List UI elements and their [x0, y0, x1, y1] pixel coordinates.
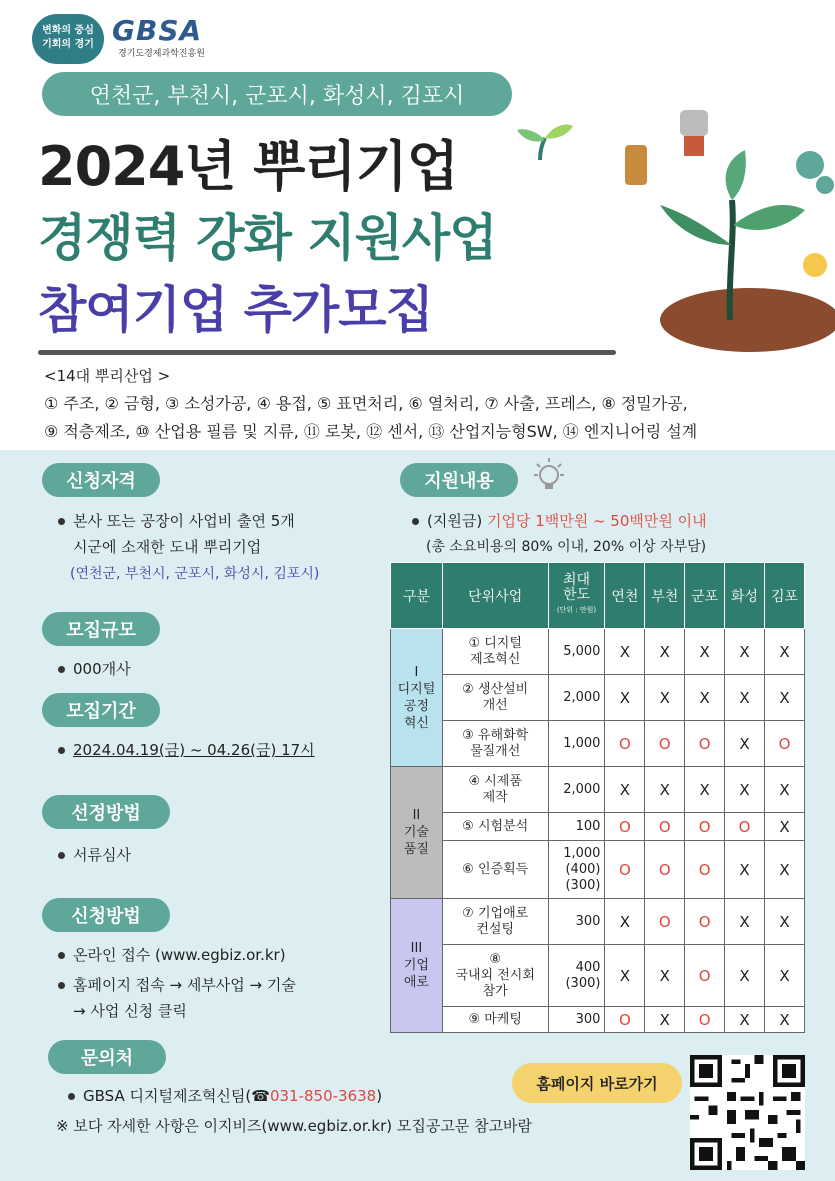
eligibility-mark: O: [645, 841, 685, 899]
bullet-dot: [68, 1093, 75, 1100]
eligibility-mark: X: [725, 767, 765, 813]
eligibility-mark: O: [605, 721, 645, 767]
group-label-line: III: [410, 941, 423, 956]
group-label-line: I: [414, 664, 419, 680]
title-line1: 2024년 뿌리기업: [38, 135, 458, 198]
title-line3: 참여기업 추가모집: [38, 281, 433, 339]
limit-cell: 1,000 (400) (300): [548, 841, 605, 899]
eligibility-mark: O: [685, 945, 725, 1007]
eligibility-mark: X: [725, 899, 765, 945]
industries-heading: <14대 뿌리산업 >: [44, 367, 171, 385]
eligibility-mark: X: [605, 899, 645, 945]
group-label-line: 공정: [403, 698, 429, 714]
limit-cell: 300: [548, 899, 605, 945]
unit-name: [442, 1007, 548, 1033]
col-limit-line2: 한도: [562, 587, 591, 603]
bullet-dot: [412, 518, 419, 525]
eligibility-mark: X: [685, 675, 725, 721]
unit-name: [442, 899, 548, 945]
inquiry-suffix: ): [376, 1087, 383, 1105]
group-label-line: 기업: [403, 958, 429, 973]
title-divider: [38, 350, 616, 355]
table-row: [391, 767, 805, 813]
eligibility-mark: O: [685, 1007, 725, 1033]
apply-label: 신청방법: [42, 898, 170, 932]
group-label-line: 혁신: [403, 715, 429, 731]
table-row: [391, 899, 805, 945]
unit-name-line: ① 디지털: [468, 635, 522, 651]
eligibility-mark: X: [645, 675, 685, 721]
eligibility-mark: O: [645, 813, 685, 841]
unit-name-line: 제조혁신: [470, 651, 521, 667]
group-label-line: 기술: [403, 825, 429, 840]
eligibility-mark: X: [605, 945, 645, 1007]
unit-name-line: ⑦ 기업애로: [462, 905, 529, 921]
logo-badge-line2: 기회의 경기: [42, 39, 94, 50]
table-header-row: [391, 563, 805, 629]
industries-list: [44, 390, 824, 446]
unit-name-line: ⑧: [489, 951, 502, 967]
group-label-line: 품질: [403, 842, 429, 857]
unit-name: [442, 767, 548, 813]
eligibility-mark: O: [605, 1007, 645, 1033]
sprout-icon: [515, 120, 575, 165]
eligibility-label: 신청자격: [42, 463, 160, 497]
col-bucheon: 부천: [645, 563, 685, 629]
period-label: 모집기간: [42, 693, 160, 727]
unit-name: [442, 813, 548, 841]
apply-item1: [58, 942, 286, 968]
col-category: 구분: [391, 563, 443, 629]
group-label-line: II: [412, 808, 421, 823]
eligibility-regions: (연천군, 부천시, 군포시, 화성시, 김포시): [70, 566, 320, 582]
limit-cell: 100: [548, 813, 605, 841]
limit-cell: 300: [548, 1007, 605, 1033]
eligibility-mark: O: [685, 813, 725, 841]
support-amount-prefix: (지원금): [427, 512, 487, 530]
inquiry-phone: 031-850-3638: [269, 1087, 377, 1105]
col-limit-unit: (단위 : 만원): [556, 606, 597, 614]
table-row: [391, 841, 805, 899]
col-yeoncheon: 연천: [605, 563, 645, 629]
unit-name-line: ⑥ 인증획득: [462, 861, 529, 877]
qr-code[interactable]: [690, 1055, 805, 1170]
selection-value: 서류심사: [73, 846, 131, 864]
unit-name-line: ④ 시제품: [468, 773, 522, 789]
eligibility-mark: X: [645, 1007, 685, 1033]
bullet-dot: [58, 852, 65, 859]
eligibility-mark: O: [685, 721, 725, 767]
eligibility-mark: X: [725, 945, 765, 1007]
unit-name-line: 참가: [482, 983, 508, 999]
eligibility-mark: O: [605, 841, 645, 899]
support-label: 지원내용: [400, 463, 518, 497]
inquiry-label: 문의처: [48, 1040, 166, 1074]
group-label-line: 디지털: [397, 681, 436, 697]
selection-label: 선정방법: [42, 795, 170, 829]
eligibility-line1: 본사 또는 공장이 사업비 출연 5개: [73, 512, 295, 530]
group-label: [391, 899, 443, 1033]
logo-name: GBSA: [112, 14, 203, 47]
limit-cell: 5,000: [548, 629, 605, 675]
period-item: [58, 737, 315, 763]
eligibility-mark: X: [725, 629, 765, 675]
eligibility-mark: X: [765, 629, 805, 675]
eligibility-mark: X: [765, 945, 805, 1007]
col-hwaseong: 화성: [725, 563, 765, 629]
unit-name-line: 개선: [482, 697, 508, 713]
eligibility-mark: X: [645, 767, 685, 813]
support-table: [390, 562, 805, 1033]
col-limit: [548, 563, 605, 629]
eligibility-mark: X: [605, 629, 645, 675]
unit-name-line: 제작: [482, 789, 508, 805]
apply-line3: → 사업 신청 클릭: [73, 1002, 187, 1020]
eligibility-mark: O: [605, 813, 645, 841]
unit-name-line: 물질개선: [470, 743, 521, 759]
support-amount-value: 기업당 1백만원 ~ 50백만원 이내: [486, 512, 707, 530]
group-label: [391, 767, 443, 899]
eligibility-item: [58, 508, 295, 560]
eligibility-mark: X: [725, 675, 765, 721]
eligibility-mark: X: [765, 899, 805, 945]
lightbulb-icon: [528, 455, 570, 497]
logo-subtitle: 경기도경제과학진흥원: [118, 49, 205, 59]
unit-name: [442, 675, 548, 721]
eligibility-mark: X: [685, 629, 725, 675]
eligibility-mark: X: [725, 721, 765, 767]
unit-name-line: ⑨ 마케팅: [468, 1011, 522, 1027]
support-amount: [412, 508, 707, 534]
industries-line1: ① 주조, ② 금형, ③ 소성가공, ④ 용접, ⑤ 표면처리, ⑥ 열처리, ⑦ 사출, 프레스, ⑧ 정밀가공,: [44, 394, 688, 413]
unit-name-line: 국내외 전시회: [455, 967, 535, 983]
table-row: [391, 629, 805, 675]
table-row: [391, 721, 805, 767]
eligibility-mark: O: [645, 721, 685, 767]
unit-name: [442, 841, 548, 899]
homepage-button[interactable]: 홈페이지 바로가기: [512, 1063, 682, 1103]
eligibility-mark: X: [605, 767, 645, 813]
table-row: [391, 813, 805, 841]
support-ratio: (총 소요비용의 80% 이내, 20% 이상 자부담): [426, 539, 707, 555]
logo-badge: [32, 14, 104, 64]
eligibility-mark: O: [685, 899, 725, 945]
eligibility-mark: X: [765, 841, 805, 899]
bullet-dot: [58, 666, 65, 673]
inquiry-contact: [68, 1085, 382, 1106]
bullet-dot: [58, 982, 65, 989]
eligibility-mark: X: [765, 1007, 805, 1033]
eligibility-mark: O: [645, 899, 685, 945]
phone-icon: ☎: [251, 1087, 270, 1105]
eligibility-mark: X: [605, 675, 645, 721]
eligibility-mark: X: [645, 945, 685, 1007]
eligibility-mark: X: [765, 813, 805, 841]
scale-label: 모집규모: [42, 612, 160, 646]
industries-line2: ⑨ 적층제조, ⑩ 산업용 필름 및 지류, ⑪ 로봇, ⑫ 센서, ⑬ 산업지능형SW, ⑭ 엔지니어링 설계: [44, 422, 698, 441]
eligibility-mark: O: [685, 841, 725, 899]
unit-name: [442, 721, 548, 767]
limit-cell: 1,000: [548, 721, 605, 767]
limit-cell: 2,000: [548, 767, 605, 813]
bullet-dot: [58, 747, 65, 754]
unit-name: [442, 945, 548, 1007]
table-row: [391, 945, 805, 1007]
table-row: [391, 675, 805, 721]
limit-cell: 400 (300): [548, 945, 605, 1007]
inquiry-prefix: GBSA 디지털제조혁신팀(: [83, 1087, 252, 1105]
eligibility-mark: X: [725, 1007, 765, 1033]
period-value: 2024.04.19(금) ~ 04.26(금) 17시: [73, 741, 315, 759]
group-label-line: 애로: [403, 975, 429, 990]
eligibility-mark: O: [765, 721, 805, 767]
unit-name-line: ② 생산설비: [462, 681, 529, 697]
unit-name-line: ③ 유해화학: [462, 727, 529, 743]
unit-name-line: ⑤ 시험분석: [462, 818, 529, 834]
scale-item: [58, 656, 131, 682]
col-gunpo: 군포: [685, 563, 725, 629]
eligibility-mark: O: [725, 813, 765, 841]
apply-line2: 홈페이지 접속 → 세부사업 → 기술: [73, 976, 296, 994]
limit-cell: 2,000: [548, 675, 605, 721]
group-label: [391, 629, 443, 767]
title-line2: 경쟁력 강화 지원사업: [38, 209, 497, 267]
col-limit-line1: 최대: [562, 572, 591, 588]
table-row: [391, 1007, 805, 1033]
unit-name: [442, 629, 548, 675]
eligibility-mark: X: [685, 767, 725, 813]
bullet-dot: [58, 952, 65, 959]
regions-banner: 연천군, 부천시, 군포시, 화성시, 김포시: [42, 72, 512, 116]
col-unit: 단위사업: [442, 563, 548, 629]
eligibility-mark: X: [765, 767, 805, 813]
eligibility-mark: X: [765, 675, 805, 721]
plant-illustration: [620, 105, 835, 355]
selection-item: [58, 842, 131, 868]
eligibility-line2: 시군에 소재한 도내 뿌리기업: [73, 538, 262, 556]
eligibility-mark: X: [645, 629, 685, 675]
col-gimpo: 김포: [765, 563, 805, 629]
apply-item2: [58, 972, 296, 1024]
bullet-dot: [58, 518, 65, 525]
scale-value: 000개사: [73, 660, 131, 678]
logo-badge-line1: 변화의 중심: [42, 25, 94, 36]
apply-line1: 온라인 접수 (www.egbiz.or.kr): [73, 946, 286, 964]
unit-name-line: 컨설팅: [476, 921, 515, 937]
footer-note: ※ 보다 자세한 사항은 이지비즈(www.egbiz.or.kr) 모집공고문 참고바람: [56, 1117, 533, 1135]
eligibility-mark: X: [725, 841, 765, 899]
